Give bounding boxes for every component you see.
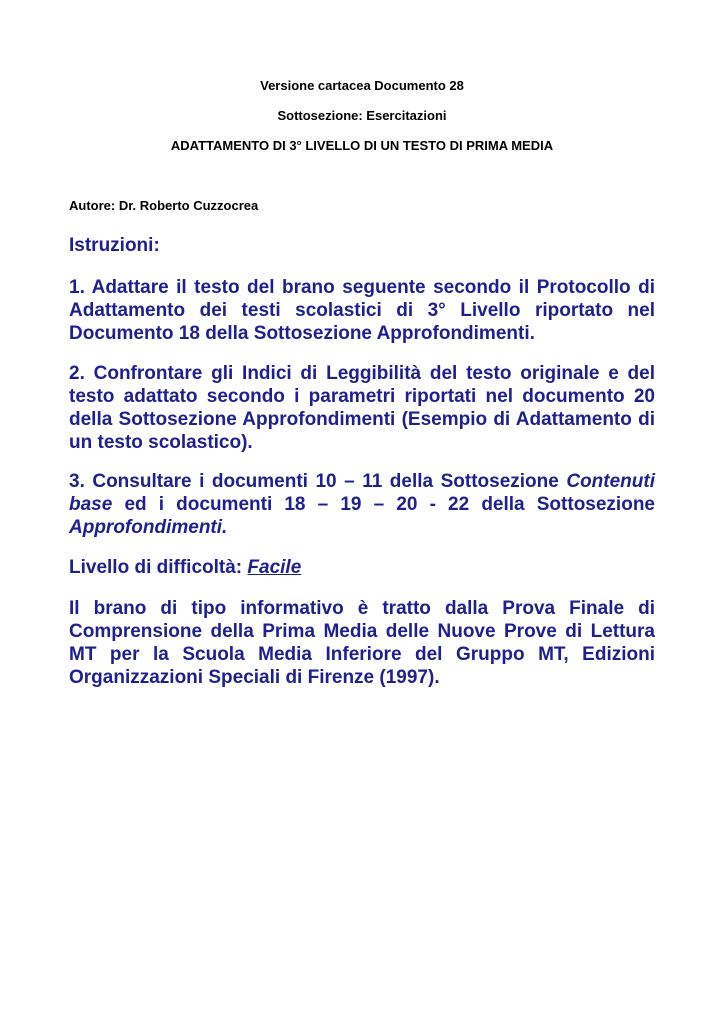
instruction-item-1 [69,276,655,345]
instruction-item-3-italic-b: Approfondimenti. [69,517,228,538]
source-paragraph-text: Il brano di tipo informativo è tratto dalla Prova Finale di Comprensione della Prima Media delle Nuove Prove di Lettura MT per la Scuola Media Inferiore del Gruppo MT, Edizioni Organizzazioni Speciali di Firenze (1997). [69,598,655,688]
source-paragraph [69,597,655,689]
instruction-item-2 [69,362,655,454]
instruction-item-1-text: 1. Adattare il testo del brano seguente secondo il Protocollo di Adattamento dei testi scolastici di 3° Livello riportato nel Documento 18 della Sottosezione Approfondimenti. [69,277,655,344]
instructions-title: Istruzioni: [69,235,160,256]
author-line: Autore: Dr. Roberto Cuzzocrea [69,198,259,213]
instruction-item-3 [69,470,655,539]
exercise-title: ADATTAMENTO DI 3° LIVELLO DI UN TESTO DI PRIMA MEDIA [170,138,554,153]
difficulty-label: Livello di difficoltà: [69,557,248,578]
instruction-item-2-text: 2. Confrontare gli Indici di Leggibilità del testo originale e del testo adattato secondo i parametri riportati nel documento 20 della Sottosezione Approfondimenti (Esempio di Adattamento di un testo scolastico). [69,363,655,453]
difficulty-value: Facile [247,557,302,578]
difficulty-line [69,556,655,579]
instruction-item-3-text-a: 3. Consultare i documenti 10 – 11 della Sottosezione [69,471,567,492]
subsection-heading: Sottosezione: Esercitazioni [277,108,447,123]
document-version-heading: Versione cartacea Documento 28 [260,78,464,93]
instruction-item-3-text-b: ed i documenti 18 – 19 – 20 - 22 della Sottosezione [112,494,655,515]
instruction-item-3-italic-a: Contenuti base [69,471,655,515]
